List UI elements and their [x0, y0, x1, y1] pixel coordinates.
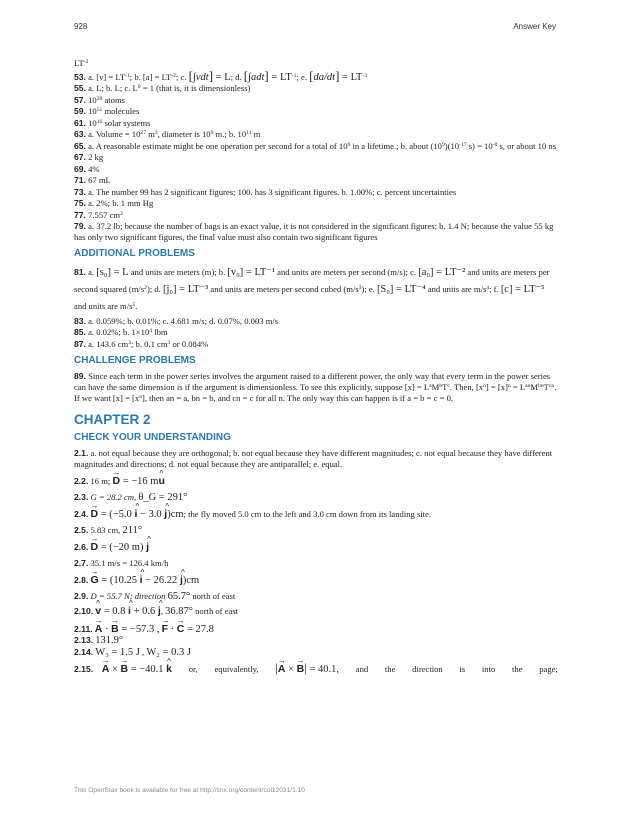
footer-note: This OpenStax book is available for free at http://cnx.org/content/col12031/1.10 — [74, 787, 305, 794]
answer-55: 55. a. L; b. L; c. $L^0 = 1$ (that is, it is dimensionless) — [74, 83, 251, 93]
answer-89: 89. Since each term in the power series involves the argument raised to a different power, the only way that every term in the power series can have the same dimension is if the argument is dimensionless. To see this explicitly, suppose $[x] = L^aM^bT^c$. Then, $[x^n] = [x]^n = L^{an}M^{bn}T^{cn}$. If we want $[x] = [x^n]$, then an = a, bn = b, and cn = c for all n. The only way this can happen is if a = b = c = 0. — [74, 370, 557, 403]
answer-79: 79. a. 37.2 lb; because the number of bags is an exact value, it is not considered in the significant figures; b. 1.4 N; because the value 55 kg has only two significant figures, the final value must also contain two significant figures — [74, 221, 554, 242]
answer-53: 53. a. $[v] = LT^{-1}$; b. $[a] = LT^{-2}$; c. [∫vdt] = L; d. $[\int adt] = LT^{-1}$; e. $[da/dt] = LT^{-3}$ — [74, 67, 368, 83]
answer-2-10: 2.10. ^ v = 0.8 ^ i + 0.6 ^ j, 36.87° north of east — [74, 602, 558, 617]
answer-65: 65. a. A reasonable estimate might be one operation per second for a total of $10^9$ in a lifetime.; b. about $(10^9)(10^{-17}$ $s) = 10^{-8}$ s, or about 10 ns — [74, 140, 557, 151]
answer-2-1: 2.1. a. not equal because they are orthogonal; b. not equal because they have different magnitudes; c. not equal because they have different magnitudes and directions; d. not equal because they are antiparallel; e. equal. — [74, 447, 553, 469]
answer-67: 67. 2 kg — [74, 152, 104, 162]
answer-73: 73. a. The number 99 has 2 significant figures; 100. has 3 significant figures. b. 1.00%; c. percent uncertainties — [74, 186, 457, 197]
answer-61: 61. $10^{16}$ solar systems — [74, 117, 151, 128]
answer-75: 75. a. 2%; b. 1 mm Hg — [74, 198, 154, 208]
answer-2-14: 2.14. W₃ = 1.5 J , W₂ = 0.3 J — [74, 646, 191, 658]
answer-2-3: 2.3. G = 28.2 cm, θ_G = 291° — [74, 491, 188, 503]
answer-83: 83. a. 0.059%; b. 0.01%; c. 4.681 m/s; d. 0.07%, 0.003 m/s — [74, 315, 279, 326]
answer-2-13: 2.13. 131.9° — [74, 635, 124, 646]
answer-71: 71. 67 mL — [74, 175, 111, 185]
page-number: 928 — [74, 22, 88, 31]
section-heading-challenge: CHALLENGE PROBLEMS — [74, 354, 196, 366]
answer-2-6: 2.6. → D = (−20 m) ^ j — [74, 536, 558, 553]
answer-2-9: 2.9. D = 55.7 N; direction 65.7° north of east — [74, 590, 236, 602]
answer-59: 59. $10^{51}$ molecules — [74, 106, 140, 116]
answer-81: 81. a. [s₀] = L and units are meters (m); b. [v₀] = LT⁻¹ and units are meters per second (m/s); c. [a₀] = LT⁻² and units are meters per second squared $(m/s^2)$; d. [j₀] = LT⁻³ and units are meters per second cubed $(m/s^3)$; e. [S₀] = LT⁻⁴ and units are $m/s^4$; f. [c] = LT⁻⁵ and units are $m/s^5$. — [74, 267, 550, 311]
answer-2-7: 2.7. 35.1 m/s = 126.4 km/h — [74, 557, 169, 568]
answer-2-8: 2.8. → G = (10.25 ^ i − 26.22 ^ j)cm — [74, 569, 558, 586]
section-heading-additional: ADDITIONAL PROBLEMS — [74, 248, 195, 259]
answer-2-11: 2.11. → A · → B = −57.3 , → F · → C = 27.8 — [74, 618, 558, 635]
section-heading-check: CHECK YOUR UNDERSTANDING — [74, 431, 231, 443]
answer-content — [74, 58, 558, 676]
answer-87: 87. a. 143.6 $cm^3$; b. 0.1 $cm^3$ or 0.084% — [74, 338, 209, 349]
answer-57: 57. $10^{28}$ atoms — [74, 94, 125, 105]
answer-63: 63. a. Volume = $10^{27}$ $m^3$, diameter is $10^9$ m.; b. $10^{11}$ m — [74, 129, 261, 139]
chapter-heading: CHAPTER 2 — [74, 411, 151, 427]
answer-77: 77. 7.557 $cm^2$ — [74, 209, 123, 220]
answer-2-15: 2.15. → A × → B = −40.1 ^ k or, equivalently, |→ A × → B| = 40.1, and the direction is into the page; — [74, 658, 558, 675]
answer-2-5: 2.5. 5.83 cm, 211° — [74, 524, 143, 536]
answer-69: 69. 4% — [74, 163, 100, 174]
answer-2-4: 2.4. → D = (−5.0 ^ i − 3.0 ^ j)cm; the fly moved 5.0 cm to the left and 3.0 cm down from its landing site. — [74, 503, 558, 520]
answer-top-line: $LT^{-2}$ — [74, 58, 89, 68]
running-header: Answer Key — [513, 22, 556, 31]
answer-2-2: 2.2. 16 m; → D = −16 m^ u — [74, 470, 558, 487]
answer-85: 85. a. 0.02%; b. $1\times 10^4$ lbm — [74, 327, 168, 337]
